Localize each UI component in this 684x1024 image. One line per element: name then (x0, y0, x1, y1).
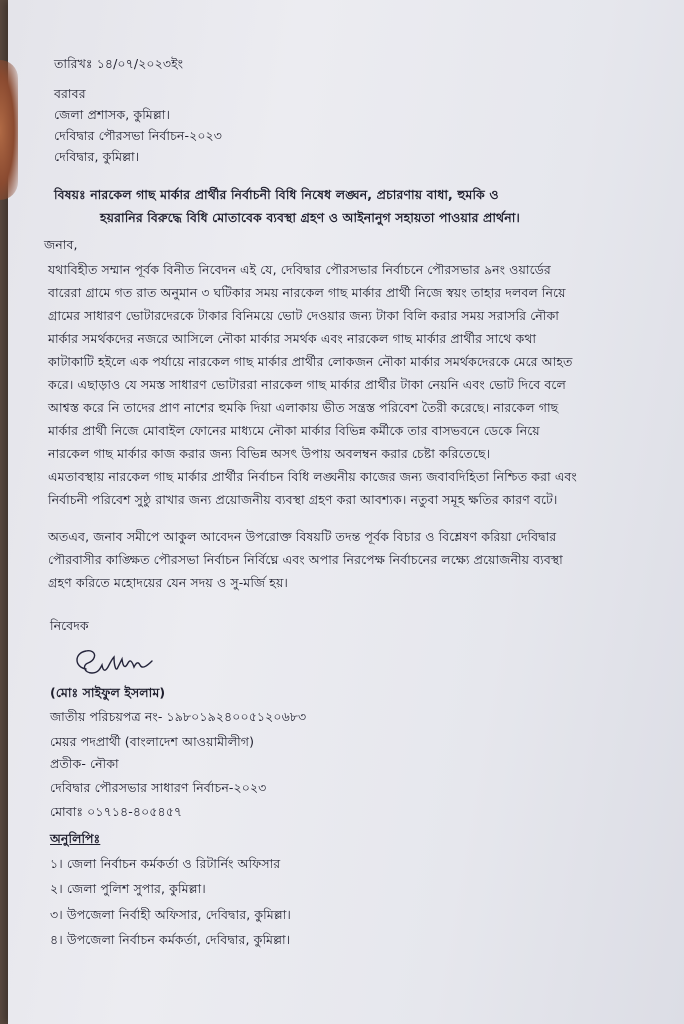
body-line: মার্কার সমর্থকদের নজরে আসিলে নৌকা মার্কার সমর্থক এবং নারকেল গাছ মার্কার প্রার্থীর সাথে কথা (48, 331, 537, 346)
subject-line: হয়রানির বিরুদ্ধে বিধি মোতাবেক ব্যবস্থা গ্রহণ ও আইনানুগ সহায়তা পাওয়ার প্রার্থনা। (100, 210, 521, 225)
body-line: নির্বাচনী পরিবেশ সুষ্ঠু রাখার জন্য প্রয়োজনীয় ব্যবস্থা গ্রহণ করা আবশ্যক। নতুবা সমূহ ক্ষতির কারণ বটে। (48, 492, 558, 507)
letter-date: তারিখঃ ১৪/০৭/২০২৩ইং (54, 56, 184, 71)
sender-line: দেবিদ্বার পৌরসভার সাধারণ নির্বাচন-২০২৩ (50, 780, 267, 795)
body-line: যথাবিহীত সম্মান পূর্বক বিনীত নিবেদন এই যে, দেবিদ্বার পৌরসভার নির্বাচনে পৌরসভার ৯নং ওয়ার্ডের (48, 262, 551, 277)
sender-line: মেয়র পদপ্রার্থী (বাংলাদেশ আওয়ামীলীগ) (50, 734, 255, 749)
letter-page (8, 0, 684, 1024)
body-line: করে। এছাড়াও যে সমস্ত সাধারণ ভোটাররা নারকেল গাছ মার্কার প্রার্থীর টাকা নেয়নি এবং ভোট দিবে বলে (48, 377, 566, 392)
sender-name: (মোঃ সাইফুল ইসলাম) (50, 685, 166, 700)
copy-item: ৩। উপজেলা নির্বাহী অফিসার, দেবিদ্বার, কুমিল্লা। (50, 907, 291, 922)
sender-line: জাতীয় পরিচয়পত্র নং- ১৯৮০১৯২৪০০৫১২০৬৮৩ (50, 709, 307, 724)
signature-image (72, 645, 162, 681)
to-line: দেবিদ্বার, কুমিল্লা। (54, 149, 140, 164)
signoff: নিবেদক (50, 618, 89, 633)
body-line: কাটাকাটি হইলে এক পর্যায়ে নারকেল গাছ মার্কার প্রার্থীর লোকজন নৌকা মার্কার সমর্থকদেরকে মেরে আহত (48, 354, 573, 369)
to-label: বরাবর (54, 86, 86, 101)
body-line: নারকেল গাছ মার্কার কাজ করার জন্য বিভিন্ন অসৎ উপায় অবলম্বন করার চেষ্টা করিতেছে। (48, 446, 491, 461)
body-line: এমতাবস্থায় নারকেল গাছ মার্কার প্রার্থীর নির্বাচন বিধি লঙ্ঘনীয় কাজের জন্য জবাবদিহিতা নিশ্চিত করা এবং (48, 469, 577, 484)
to-line: দেবিদ্বার পৌরসভা নির্বাচন-২০২৩ (54, 128, 222, 143)
salutation: জনাব, (44, 237, 78, 252)
copy-label: অনুলিপিঃ (50, 831, 101, 846)
copy-item: ৪। উপজেলা নির্বাচন কর্মকর্তা, দেবিদ্বার, কুমিল্লা। (50, 932, 291, 947)
body-line: মার্কার প্রার্থী নিজে মোবাইল ফোনের মাধ্যমে নৌকা মার্কার বিভিন্ন কর্মীকে তার বাসভবনে ডেকে নিয়ে (48, 423, 540, 438)
body-line: বারেরা গ্রামে গত রাত অনুমান ৩ ঘটিকার সময় নারকেল গাছ মার্কার প্রার্থী নিজে স্বয়ং তাহার দলবল নিয়ে (48, 285, 566, 300)
sender-line: প্রতীক- নৌকা (50, 756, 119, 771)
closing-line: পৌরবাসীর কাঙ্ক্ষিত পৌরসভা নির্বাচন নির্বিঘ্নে এবং অপার নিরপেক্ষ নির্বাচনের লক্ষ্যে প্রয়োজনীয় ব্যবস্থা (48, 552, 563, 567)
thumb-shadow (0, 60, 18, 200)
body-line: আশ্বস্ত করে নি তাদের প্রাণ নাশের হুমকি দিয়া এলাকায় ভীত সন্ত্রস্ত পরিবেশ তৈরী করেছে। নারকেল গাছ (48, 400, 559, 415)
copy-item: ২। জেলা পুলিশ সুপার, কুমিল্লা। (50, 881, 206, 896)
copy-item: ১। জেলা নির্বাচন কর্মকর্তা ও রিটার্নিং অফিসার (50, 856, 281, 871)
subject-line: বিষয়ঃ নারকেল গাছ মার্কার প্রার্থীর নির্বাচনী বিধি নিষেধ লঙ্ঘন, প্রচারণায় বাধা, হুমকি ও (54, 187, 499, 202)
sender-line: মোবাঃ ০১৭১৪-৪০৫৪৫৭ (50, 804, 183, 819)
to-line: জেলা প্রশাসক, কুমিল্লা। (54, 107, 171, 122)
body-line: গ্রামের সাধারণ ভোটারদেরকে টাকার বিনিময়ে ভোট দেওয়ার জন্য টাকা বিলি করার সময় সরাসরি নৌকা (48, 308, 559, 323)
closing-line: অতএব, জনাব সমীপে আকুল আবেদন উপরোক্ত বিষয়টি তদন্ত পূর্বক বিচার ও বিশ্লেষণ করিয়া দেবিদ্বার (48, 529, 557, 544)
closing-line: গ্রহণ করিতে মহোদয়ের যেন সদয় ও সু-মর্জি হয়। (48, 575, 288, 590)
